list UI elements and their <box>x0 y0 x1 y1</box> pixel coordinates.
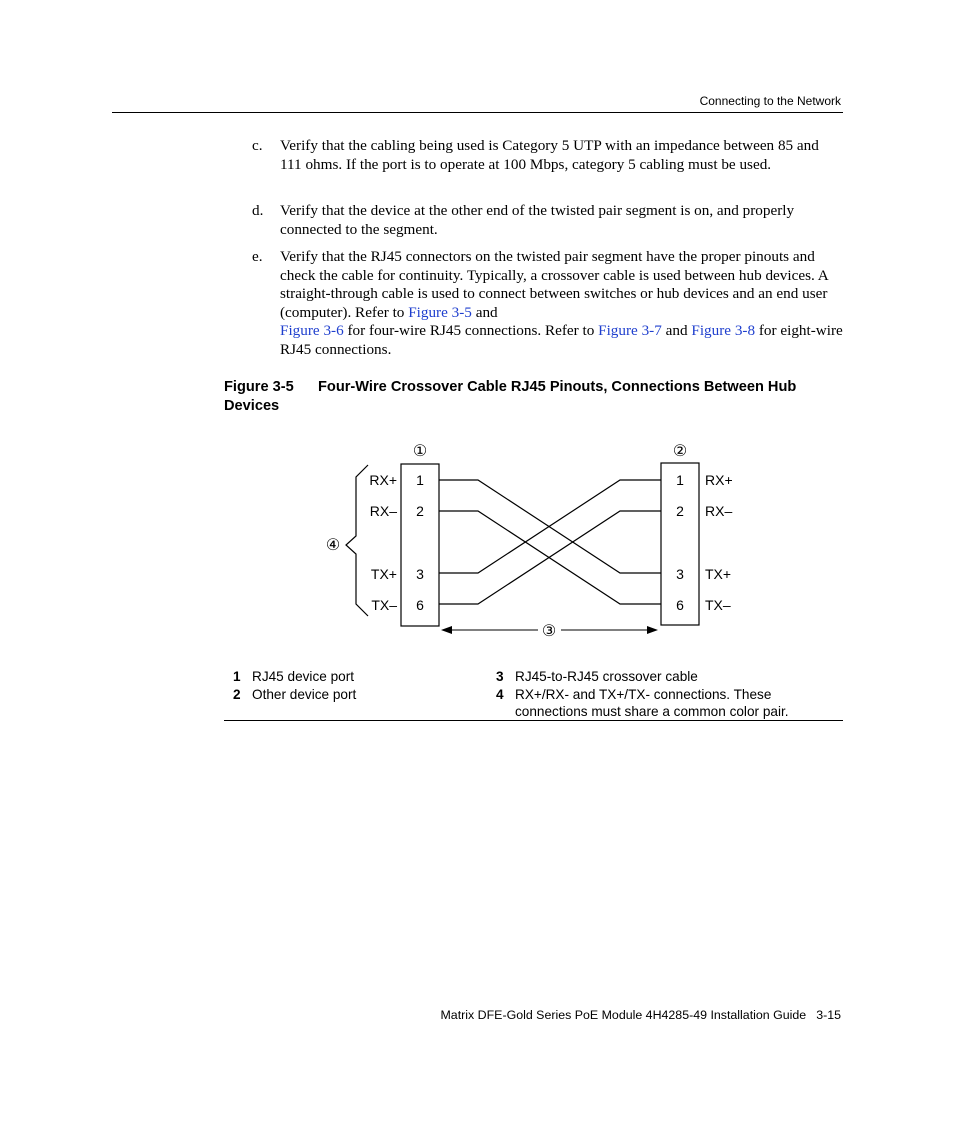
right-pin: 3 <box>676 566 684 582</box>
figure-number: Figure 3-5 <box>224 379 294 395</box>
figure-title: Four-Wire Crossover Cable RJ45 Pinouts, Connections Between Hub Devices <box>224 379 797 414</box>
legend-text: RJ45 device port <box>252 669 355 684</box>
left-signal: TX– <box>371 597 397 613</box>
right-pin: 2 <box>676 503 684 519</box>
right-signal: TX– <box>705 597 731 613</box>
legend-right <box>496 668 816 721</box>
link-figure-3-6[interactable]: Figure 3-6 <box>280 322 344 340</box>
left-pin: 1 <box>416 472 424 488</box>
step-text: Verify that the device at the other end of the twisted pair segment is on, and properly connected to the segment. <box>280 202 795 238</box>
link-figure-3-8[interactable]: Figure 3-8 <box>691 322 756 340</box>
arrowhead-right-icon <box>647 626 658 634</box>
step-letter: c. <box>252 137 263 154</box>
right-pin: 1 <box>676 472 684 488</box>
right-signal: RX+ <box>705 472 733 488</box>
legend-number: 4 <box>496 686 504 702</box>
left-pin: 3 <box>416 566 424 582</box>
legend-text: Other device port <box>252 686 357 702</box>
legend-number: 3 <box>496 669 504 684</box>
callout-pairs: ④ <box>325 537 341 554</box>
wire-6-to-2 <box>439 511 661 604</box>
step-letter: e. <box>252 248 263 265</box>
legend-item <box>496 668 816 686</box>
step-text: Verify that the cabling being used is Category 5 UTP with an impedance between 85 and 111 ohms. If the port is to operate at 100 Mbps, category 5 cabling must be used. <box>280 137 819 173</box>
callout-cable: ③ <box>541 623 557 640</box>
link-figure-3-7[interactable]: Figure 3-7 <box>598 322 662 340</box>
left-pin: 6 <box>416 597 424 613</box>
right-signal: RX– <box>705 503 733 519</box>
right-pin: 6 <box>676 597 684 613</box>
pair-bracket <box>346 465 368 616</box>
left-signal: TX+ <box>370 566 397 582</box>
legend-rule <box>224 720 843 721</box>
running-header: Connecting to the Network <box>699 94 841 108</box>
wire-3-to-1 <box>439 480 661 573</box>
step-text-part: for four-wire RJ45 connections. Refer to <box>343 322 599 340</box>
legend-text: RJ45-to-RJ45 crossover cable <box>515 669 698 684</box>
legend-number: 2 <box>233 686 241 702</box>
footer-title: Matrix DFE-Gold Series PoE Module 4H4285-49 Installation Guide <box>440 1008 807 1022</box>
right-signal: TX+ <box>705 566 732 582</box>
step-text-part: for eight-wire RJ45 connections. <box>280 322 843 358</box>
left-signal: RX+ <box>369 472 397 488</box>
step-letter: d. <box>252 202 264 219</box>
legend-item <box>496 686 816 721</box>
left-signal: RX– <box>369 503 397 519</box>
callout-right-device: ② <box>672 443 688 460</box>
step-text-part: and <box>661 322 692 340</box>
left-pin: 2 <box>416 503 424 519</box>
page-footer <box>440 1008 841 1023</box>
legend-text: RX+/RX- and TX+/TX- connections. These connections must share a common color pair. <box>515 686 789 719</box>
link-figure-3-5[interactable]: Figure 3-5 <box>408 303 472 321</box>
legend-item <box>233 686 473 704</box>
step-text-part: and <box>471 303 498 321</box>
callout-left-device: ① <box>412 443 428 460</box>
page-number: 3-15 <box>816 1008 841 1022</box>
legend-item <box>233 668 473 686</box>
arrowhead-left-icon <box>441 626 452 634</box>
legend-left <box>233 668 473 703</box>
legend-number: 1 <box>233 669 241 684</box>
step-text-part: Verify that the RJ45 connectors on the twisted pair segment have the proper pinouts and check the cable for continuity. Typically, a crossover cable is used between hub devices. A straight-through cable is used to connect between switches or hub devices and an end user (computer). Refer to <box>280 248 828 321</box>
